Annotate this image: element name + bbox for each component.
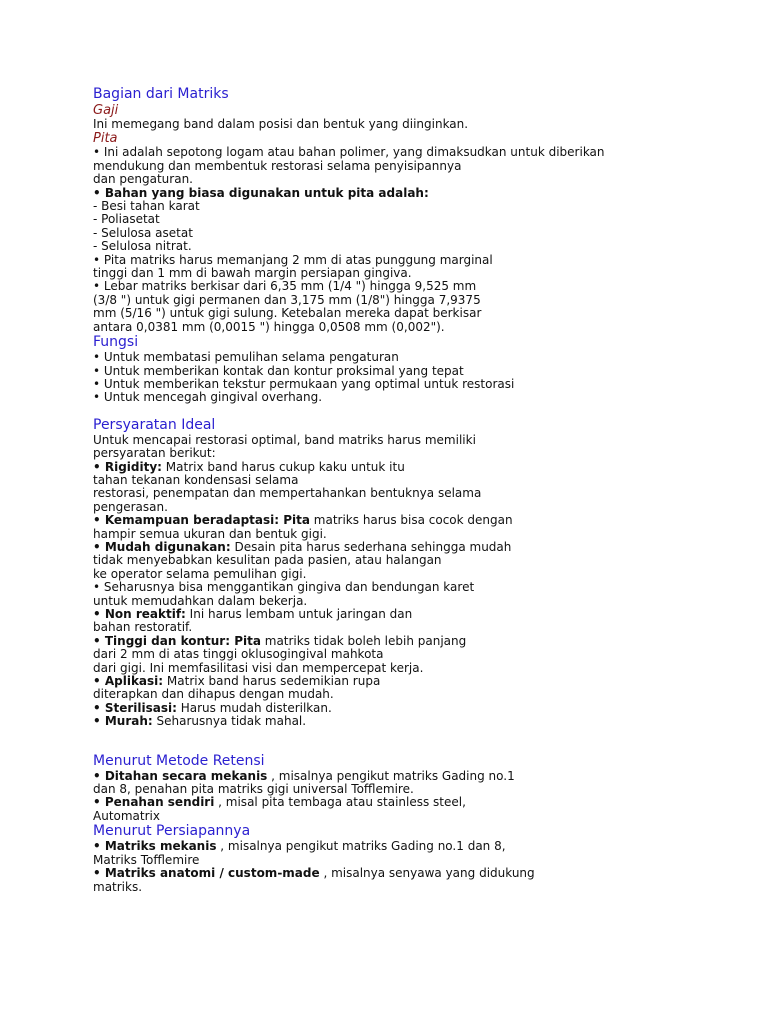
paragraph-line: Automatrix: [93, 808, 160, 823]
requirement-text: Ini harus lembam untuk jaringan dan: [185, 607, 413, 621]
paragraph-line: • Ini adalah sepotong logam atau bahan polimer, yang dimaksudkan untuk diberikan: [93, 145, 605, 160]
requirement-text: Matrix band harus cukup kaku untuk itu: [161, 459, 405, 474]
item-label: • Matriks mekanis: [93, 839, 217, 854]
document-body: [93, 86, 733, 894]
requirement-sterilisasi: [93, 702, 733, 715]
paragraph-line: diterapkan dan dihapus dengan mudah.: [93, 687, 334, 702]
item-text: , misal pita tembaga atau stainless steel,: [214, 795, 466, 810]
paragraph-line: Matriks Tofflemire: [93, 852, 200, 867]
paragraph-line: persyaratan berikut:: [93, 446, 216, 461]
paragraph-line: mendukung dan membentuk restorasi selama penyisipannya: [93, 158, 462, 173]
requirement-text: Desain pita harus sederhana sehingga mudah: [230, 539, 512, 554]
paragraph-line: pengerasan.: [93, 499, 168, 514]
paragraph-line: (3/8 ") untuk gigi permanen dan 3,175 mm (1/8") hingga 7,9375: [93, 292, 481, 307]
paragraph-line: • Pita matriks harus memanjang 2 mm di atas punggung marginal: [93, 252, 493, 267]
requirement-mudah: [93, 541, 733, 554]
paragraph-line: bahan restoratif.: [93, 620, 193, 635]
item-text: , misalnya senyawa yang didukung: [319, 866, 535, 881]
paragraph-line: • Lebar matriks berkisar dari 6,35 mm (1/4 ") hingga 9,525 mm: [93, 279, 477, 294]
paragraph-line: dari gigi. Ini memfasilitasi visi dan mempercepat kerja.: [93, 660, 424, 675]
requirement-murah: [93, 715, 733, 728]
paragraph-line: mm (5/16 ") untuk gigi sulung. Ketebalan mereka dapat berkisar: [93, 306, 482, 321]
bold-line: [93, 187, 733, 200]
paragraph-line: dan 8, penahan pita matriks gigi universal Tofflemire.: [93, 782, 414, 797]
paragraph-line: ke operator selama pemulihan gigi.: [93, 566, 307, 581]
requirement-non-reaktif: [93, 608, 733, 621]
requirement-aplikasi: [93, 675, 733, 688]
requirement-text: matriks tidak boleh lebih panjang: [260, 633, 467, 648]
retention-penahan: [93, 796, 733, 809]
paragraph-line: dan pengaturan.: [93, 172, 193, 187]
requirement-label: • Murah:: [93, 714, 153, 729]
paragraph-line: Ini memegang band dalam posisi dan bentuk yang diinginkan.: [93, 117, 469, 131]
requirement-text: Matrix band harus sedemikian rupa: [163, 674, 381, 689]
paragraph-line: • Seharusnya bisa menggantikan gingiva dan bendungan karet: [93, 580, 475, 595]
section-title-persyaratan: Persyaratan Ideal: [93, 416, 216, 433]
list-item: - Selulosa asetat: [93, 225, 193, 240]
paragraph-line: Untuk mencapai restorasi optimal, band matriks harus memiliki: [93, 432, 476, 447]
item-label: • Ditahan secara mekanis: [93, 768, 268, 783]
paragraph-line: hampir semua ukuran dan bentuk gigi.: [93, 526, 327, 541]
retention-ditahan: [93, 770, 733, 783]
requirement-label: • Rigidity:: [93, 459, 162, 474]
item-text: , misalnya pengikut matriks Gading no.1 dan 8,: [216, 839, 506, 854]
requirement-kemampuan: [93, 514, 733, 527]
list-item: • Untuk memberikan kontak dan kontur proksimal yang tepat: [93, 363, 464, 378]
section-title-persiapan: Menurut Persiapannya: [93, 823, 251, 840]
paragraph-line: tidak menyebabkan kesulitan pada pasien, atau halangan: [93, 553, 442, 568]
requirement-text: Seharusnya tidak mahal.: [152, 714, 307, 729]
list-item: - Besi tahan karat: [93, 199, 200, 214]
requirement-label: • Mudah digunakan:: [93, 539, 231, 554]
item-text: , misalnya pengikut matriks Gading no.1: [267, 768, 515, 783]
subheading-gaji: Gaji: [93, 103, 119, 118]
subheading-pita: Pita: [93, 131, 118, 147]
item-label: • Matriks anatomi / custom-made: [93, 866, 320, 881]
requirement-text: matriks harus bisa cocok dengan: [309, 513, 513, 528]
prep-anatomi: [93, 867, 733, 880]
paragraph-line: matriks.: [93, 879, 143, 894]
requirement-label: • Sterilisasi:: [93, 700, 177, 715]
requirement-label: • Tinggi dan kontur: Pita: [93, 633, 261, 648]
paragraph-line: untuk memudahkan dalam bekerja.: [93, 593, 308, 608]
requirement-label: • Aplikasi:: [93, 674, 164, 689]
paragraph-line: tahan tekanan kondensasi selama: [93, 472, 299, 487]
section-title-bagian: Bagian dari Matriks: [93, 86, 229, 102]
paragraph-line: tinggi dan 1 mm di bawah margin persiapan gingiva.: [93, 266, 412, 281]
paragraph-line: restorasi, penempatan dan mempertahankan bentuknya selama: [93, 486, 482, 501]
paragraph-line: antara 0,0381 mm (0,0015 ") hingga 0,0508 mm (0,002").: [93, 319, 445, 334]
list-item: • Untuk membatasi pemulihan selama pengaturan: [93, 350, 399, 365]
requirement-text: Harus mudah disterilkan.: [176, 700, 332, 715]
bahan-title: • Bahan yang biasa digunakan untuk pita adalah:: [93, 185, 429, 200]
prep-mekanis: [93, 840, 733, 853]
list-item: • Untuk mencegah gingival overhang.: [93, 390, 323, 405]
section-title-retensi: Menurut Metode Retensi: [93, 752, 265, 769]
paragraph-line: dari 2 mm di atas tinggi oklusogingival mahkota: [93, 647, 384, 662]
item-label: • Penahan sendiri: [93, 795, 215, 810]
list-item: • Untuk memberikan tekstur permukaan yang optimal untuk restorasi: [93, 376, 515, 391]
section-title-fungsi: Fungsi: [93, 334, 139, 351]
requirement-rigidity: [93, 461, 733, 474]
list-item: - Selulosa nitrat.: [93, 239, 192, 254]
list-item: - Poliasetat: [93, 212, 160, 227]
requirement-tinggi: [93, 635, 733, 648]
requirement-label: • Kemampuan beradaptasi: Pita: [93, 513, 310, 528]
requirement-label: • Non reaktif:: [93, 607, 186, 621]
